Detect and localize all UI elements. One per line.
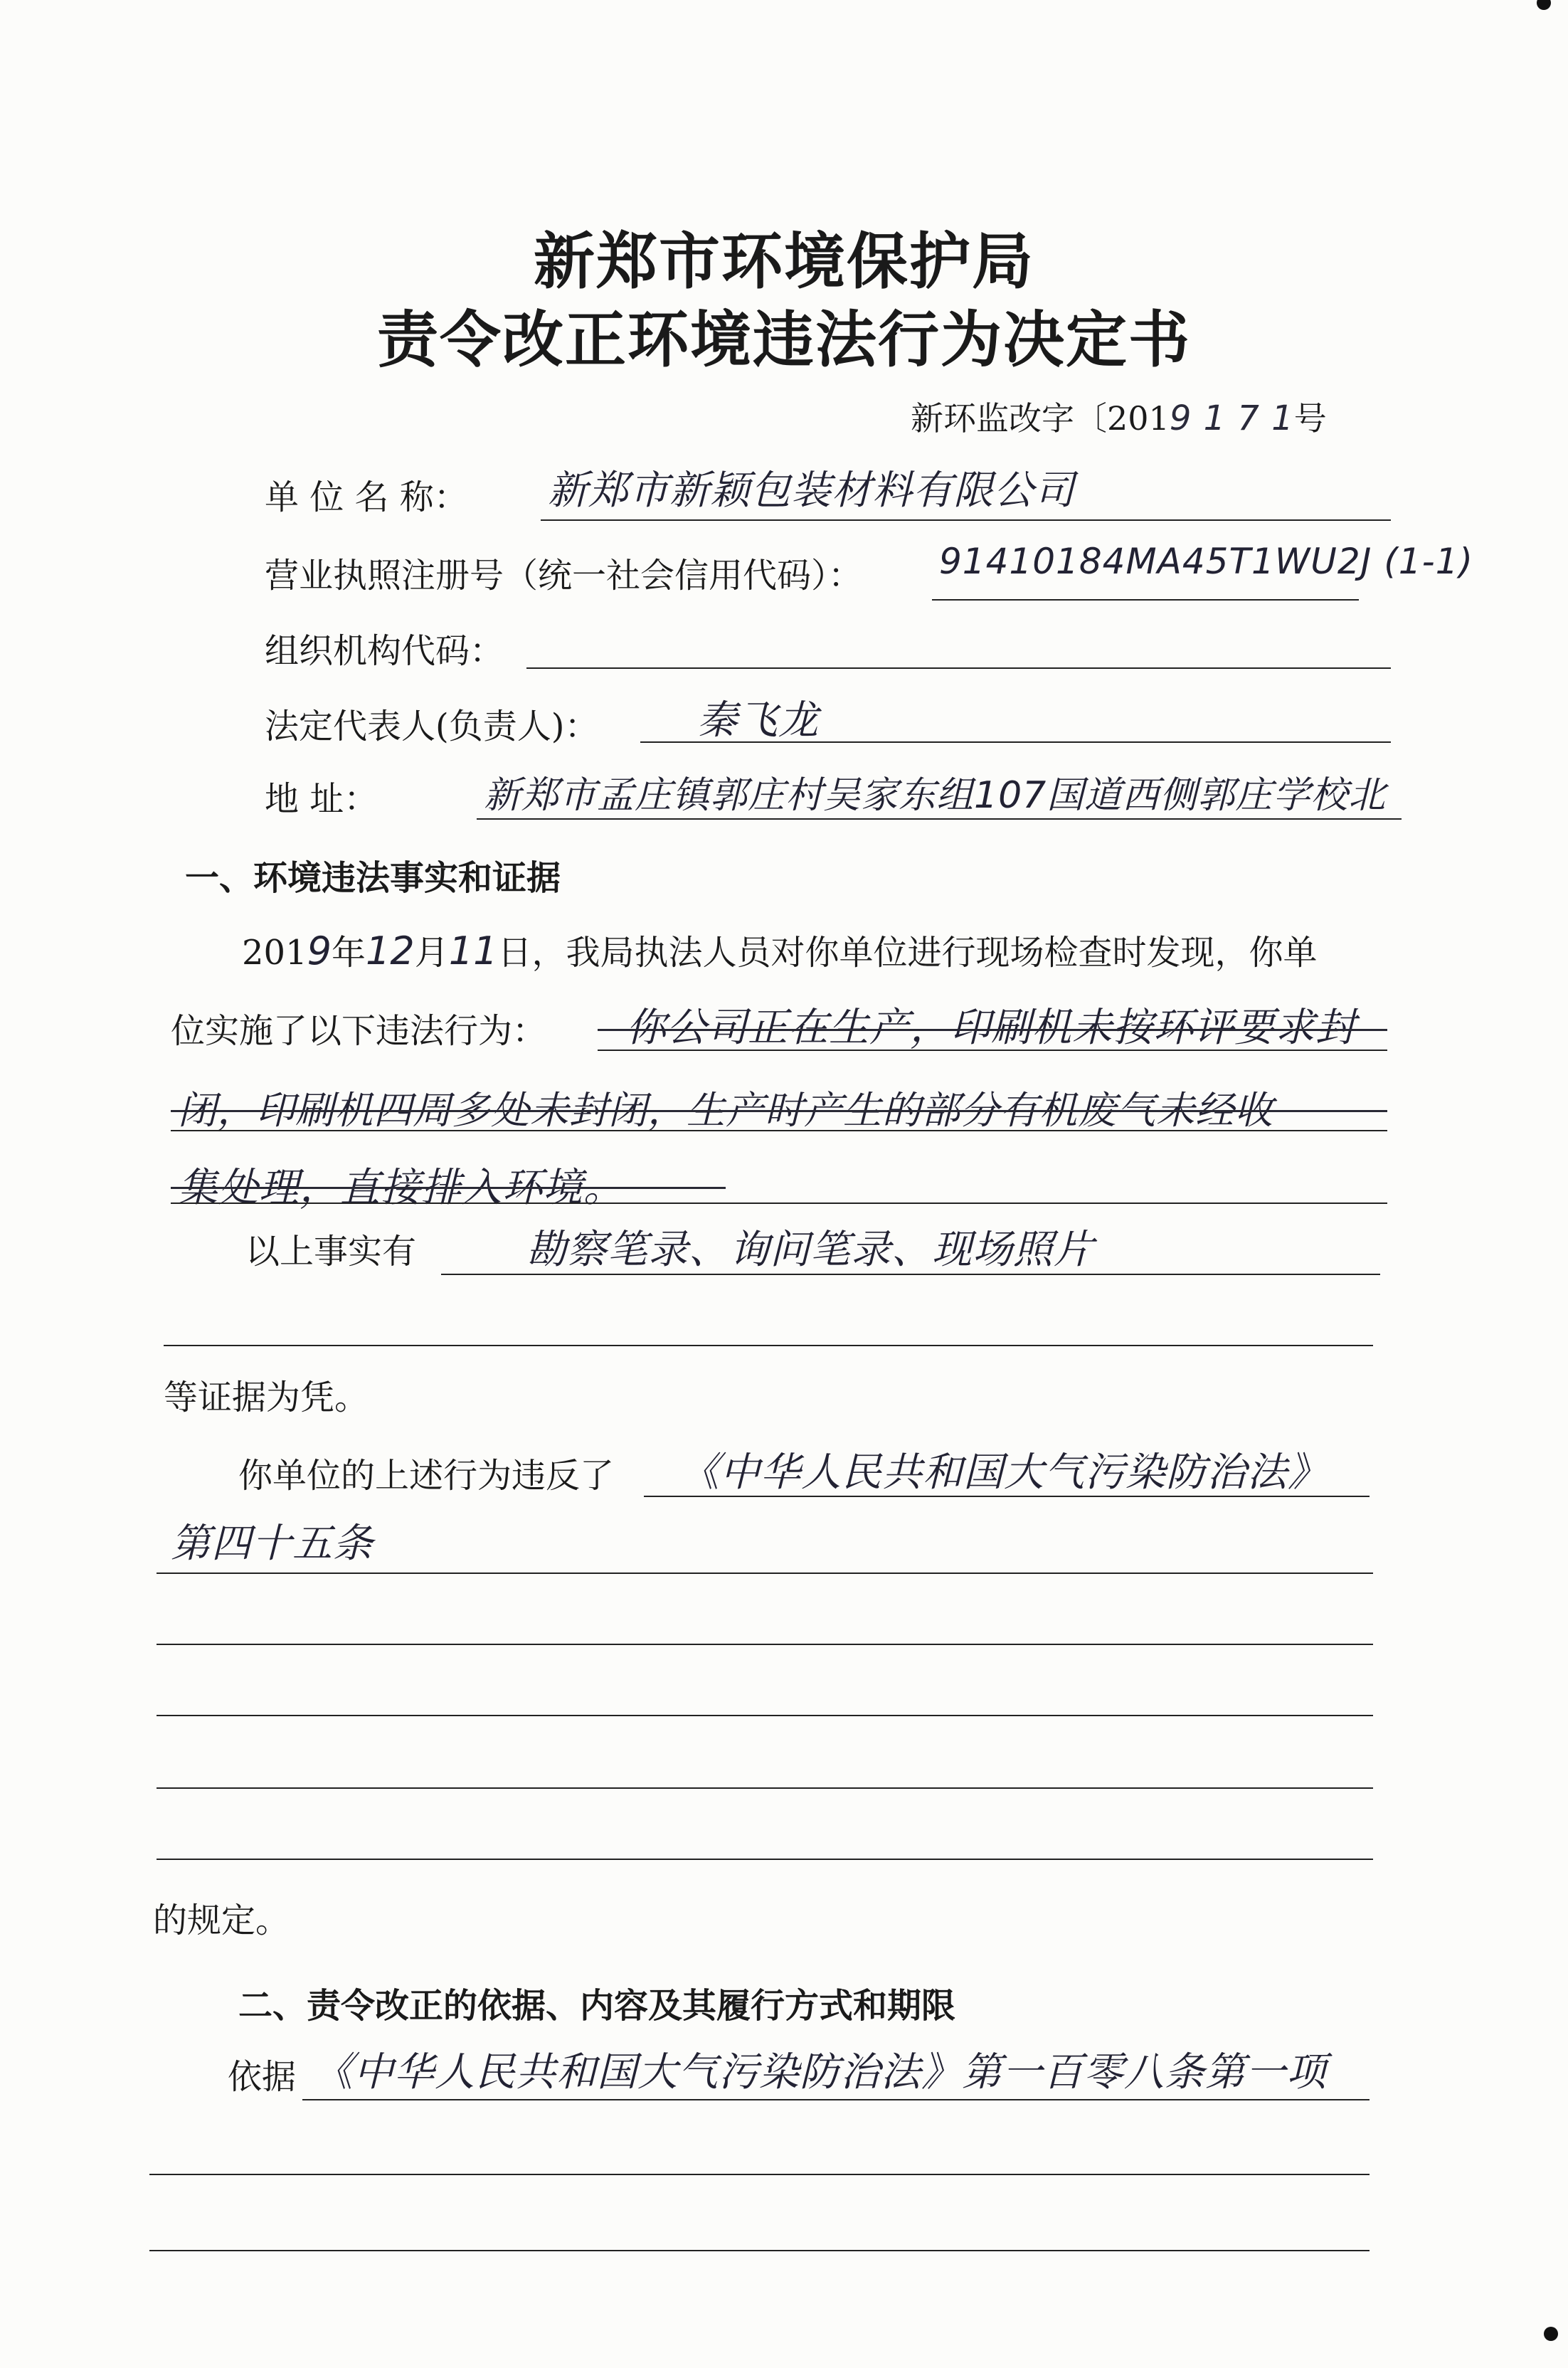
facts-line: [441, 1274, 1380, 1275]
section2-heading: 二、责令改正的依据、内容及其履行方式和期限: [238, 1986, 956, 2026]
violation-line2: 闭，印刷机四周多处未封闭，生产时产生的部分有机废气未经收: [178, 1088, 1273, 1133]
violated-line2: [157, 1572, 1373, 1574]
address-line: [477, 818, 1402, 820]
doc-number-prefix: 新环监改字〔201: [911, 399, 1170, 438]
org-code-label: 组织机构代码：: [265, 631, 504, 671]
address-value: 新郑市孟庄镇郭庄村吴家东组107国道西侧郭庄学校北: [484, 774, 1387, 817]
legal-rep-line: [640, 741, 1391, 743]
unit-name-value: 新郑市新颖包装材料有限公司: [548, 467, 1075, 514]
violation-line2-rule: [171, 1130, 1387, 1131]
provision-suffix: 的规定。: [153, 1901, 290, 1940]
violated-line5: [157, 1787, 1373, 1789]
facts-value: 勘察笔录、询问笔录、现场照片: [526, 1227, 1094, 1273]
section1-heading: 一、环境违法事实和证据: [185, 858, 561, 898]
date-month-handwritten: 12: [366, 929, 415, 973]
basis-blank-line1: [149, 2174, 1370, 2175]
facts-label: 以上事实有: [245, 1232, 417, 1272]
title-agency: 新郑市环境保护局: [534, 226, 1034, 297]
address-label: 地 址：: [265, 779, 378, 819]
facts-blank-line: [164, 1345, 1373, 1346]
license-label: 营业执照注册号（统一社会信用代码）：: [265, 556, 863, 596]
document-number: [911, 393, 1327, 440]
org-code-line: [526, 667, 1391, 669]
license-line: [932, 599, 1359, 601]
date-year-suffix: 年: [331, 933, 366, 973]
violation-line3-strike: [171, 1187, 726, 1189]
violated-value-line2: 第四十五条: [171, 1521, 374, 1567]
date-month-suffix: 月: [414, 933, 449, 973]
legal-rep-label: 法定代表人(负责人)：: [265, 707, 599, 746]
violated-line1: [644, 1496, 1370, 1497]
violation-line1: 你公司正在生产，印刷机未按环评要求封: [626, 1005, 1356, 1051]
violated-line4: [157, 1715, 1373, 1716]
legal-rep-value: 秦飞龙: [697, 697, 819, 744]
date-year-handwritten: 9: [307, 929, 332, 973]
basis-blank-line2: [149, 2250, 1370, 2251]
unit-name-line: [541, 519, 1391, 521]
date-day-suffix: 日，我局执法人员对你单位进行现场检查时发现，你单: [497, 933, 1318, 973]
violated-line6: [157, 1859, 1373, 1860]
violated-label: 你单位的上述行为违反了: [238, 1456, 615, 1496]
violation-line1-rule: [598, 1050, 1387, 1051]
doc-number-handwritten: 9 1 7 1: [1169, 398, 1294, 438]
title-document: 责令改正环境违法行为决定书: [377, 304, 1191, 376]
violation-line3-rule: [171, 1202, 1387, 1204]
violation-line3: 集处理，直接排入环境。: [178, 1165, 624, 1211]
date-prefix: 201: [242, 933, 307, 973]
license-value: 91410184MA45T1WU2J (1-1): [939, 541, 1473, 582]
doc-number-suffix: 号: [1293, 399, 1327, 438]
punch-hole-bottom: [1544, 2327, 1558, 2341]
evidence-suffix: 等证据为凭。: [164, 1378, 369, 1417]
violation-intro: 位实施了以下违法行为：: [171, 1011, 547, 1051]
basis-line: [302, 2099, 1370, 2100]
unit-name-label: 单 位 名 称：: [265, 477, 468, 517]
punch-hole-top: [1537, 0, 1551, 10]
violated-value-line1: 《中华人民共和国大气污染防治法》: [679, 1449, 1328, 1496]
violation-line2-strike: [171, 1110, 1387, 1112]
violated-line3: [157, 1644, 1373, 1645]
section1-date-sentence: [242, 925, 1317, 974]
basis-label: 依据: [228, 2057, 297, 2097]
date-day-handwritten: 11: [448, 929, 498, 973]
basis-value: 《中华人民共和国大气污染防治法》第一百零八条第一项: [313, 2049, 1327, 2095]
violation-line1-strike: [598, 1029, 1387, 1031]
